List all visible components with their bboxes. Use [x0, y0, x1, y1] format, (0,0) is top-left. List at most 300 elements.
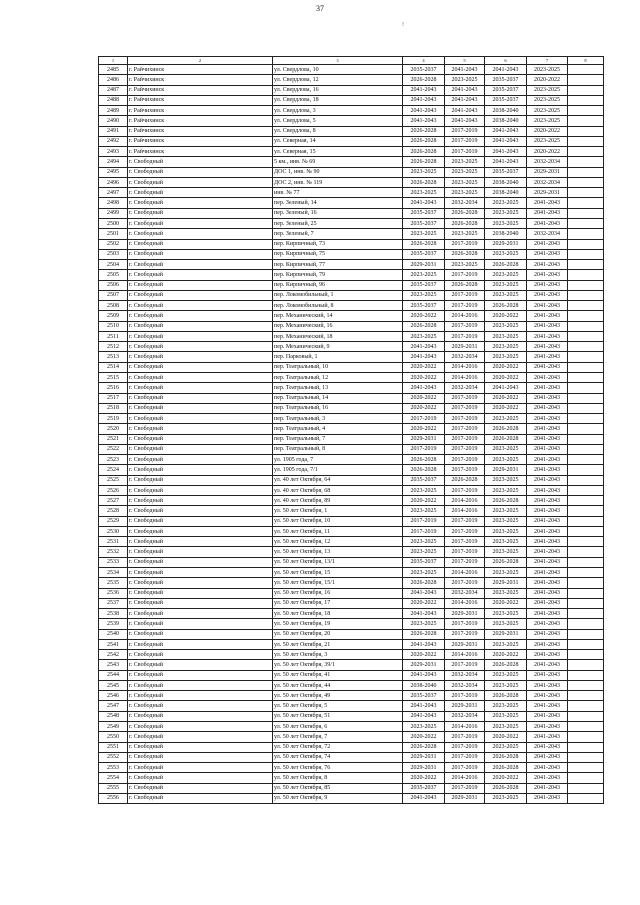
period-cell: 2029-2031 — [445, 639, 485, 649]
empty-cell — [568, 434, 604, 444]
period-cell: 2023-2025 — [445, 167, 485, 177]
period-cell: 2041-2043 — [527, 598, 568, 608]
period-cell: 2041-2043 — [527, 639, 568, 649]
empty-cell — [568, 116, 604, 126]
period-cell: 2023-2025 — [485, 290, 527, 300]
settlement-cell: г. Свободный — [128, 188, 273, 198]
address-cell: пер. Зеленый, 14 — [273, 198, 403, 208]
period-cell: 2020-2022 — [485, 403, 527, 413]
period-cell: 2023-2025 — [403, 547, 445, 557]
period-cell: 2017-2019 — [445, 147, 485, 157]
empty-cell — [568, 95, 604, 105]
empty-cell — [568, 383, 604, 393]
address-cell: ул. 1905 года, 7/1 — [273, 465, 403, 475]
period-cell: 2041-2043 — [527, 516, 568, 526]
address-cell: ул. 50 лет Октября, 10 — [273, 516, 403, 526]
period-cell: 2041-2043 — [527, 321, 568, 331]
period-cell: 2041-2043 — [527, 578, 568, 588]
period-cell: 2023-2025 — [485, 444, 527, 454]
table-row — [99, 75, 604, 85]
empty-cell — [568, 352, 604, 362]
table-row — [99, 752, 604, 762]
column-number-header: 1 — [99, 57, 128, 65]
settlement-cell: г. Свободный — [128, 434, 273, 444]
period-cell: 2020-2022 — [485, 732, 527, 742]
address-cell: ул. 50 лет Октября, 39/1 — [273, 660, 403, 670]
row-number: 2531 — [99, 537, 128, 547]
period-cell: 2023-2025 — [403, 229, 445, 239]
period-cell: 2023-2025 — [485, 547, 527, 557]
empty-cell — [568, 670, 604, 680]
period-cell: 2017-2019 — [445, 578, 485, 588]
row-number: 2511 — [99, 331, 128, 341]
period-cell: 2023-2025 — [527, 65, 568, 75]
row-number: 2551 — [99, 742, 128, 752]
settlement-cell: г. Свободный — [128, 444, 273, 454]
period-cell: 2017-2019 — [445, 783, 485, 793]
empty-cell — [568, 270, 604, 280]
period-cell: 2023-2025 — [445, 188, 485, 198]
row-number: 2545 — [99, 680, 128, 690]
period-cell: 2026-2028 — [485, 660, 527, 670]
period-cell: 2020-2022 — [527, 126, 568, 136]
period-cell: 2041-2043 — [403, 342, 445, 352]
period-cell: 2041-2043 — [527, 568, 568, 578]
row-number: 2497 — [99, 188, 128, 198]
address-cell: ул. 50 лет Октября, 1 — [273, 506, 403, 516]
table-row — [99, 568, 604, 578]
period-cell: 2017-2019 — [445, 270, 485, 280]
settlement-cell: г. Свободный — [128, 496, 273, 506]
empty-cell — [568, 598, 604, 608]
empty-cell — [568, 629, 604, 639]
empty-cell — [568, 414, 604, 424]
settlement-cell: г. Свободный — [128, 588, 273, 598]
empty-cell — [568, 331, 604, 341]
period-cell: 2023-2025 — [403, 270, 445, 280]
period-cell: 2041-2043 — [527, 485, 568, 495]
period-cell: 2041-2043 — [527, 424, 568, 434]
table-row — [99, 619, 604, 629]
row-number: 2536 — [99, 588, 128, 598]
period-cell: 2017-2019 — [445, 526, 485, 536]
row-number: 2542 — [99, 650, 128, 660]
table-row — [99, 393, 604, 403]
period-cell: 2020-2022 — [403, 393, 445, 403]
row-number: 2499 — [99, 208, 128, 218]
address-cell: ул. 50 лет Октября, 11 — [273, 526, 403, 536]
period-cell: 2029-2031 — [445, 793, 485, 803]
period-cell: 2023-2025 — [485, 639, 527, 649]
settlement-cell: г. Свободный — [128, 465, 273, 475]
row-number: 2553 — [99, 763, 128, 773]
period-cell: 2038-2040 — [485, 229, 527, 239]
period-cell: 2041-2043 — [527, 372, 568, 382]
table-row — [99, 301, 604, 311]
row-number: 2552 — [99, 752, 128, 762]
period-cell: 2023-2025 — [403, 331, 445, 341]
empty-cell — [568, 793, 604, 803]
period-cell: 2023-2025 — [403, 167, 445, 177]
settlement-cell: г. Свободный — [128, 475, 273, 485]
column-header-row — [99, 57, 604, 65]
empty-cell — [568, 229, 604, 239]
period-cell: 2035-2037 — [403, 218, 445, 228]
table-row — [99, 680, 604, 690]
settlement-cell: г. Райчихинск — [128, 65, 273, 75]
row-number: 2532 — [99, 547, 128, 557]
empty-cell — [568, 75, 604, 85]
address-cell: ул. 50 лет Октября, 21 — [273, 639, 403, 649]
address-cell: пер. Механический, 9 — [273, 342, 403, 352]
settlement-cell: г. Свободный — [128, 670, 273, 680]
row-number: 2546 — [99, 691, 128, 701]
period-cell: 2041-2043 — [527, 588, 568, 598]
period-cell: 2029-2031 — [445, 609, 485, 619]
period-cell: 2041-2043 — [527, 670, 568, 680]
row-number: 2538 — [99, 609, 128, 619]
period-cell: 2023-2025 — [445, 75, 485, 85]
period-cell: 2026-2028 — [403, 75, 445, 85]
row-number: 2528 — [99, 506, 128, 516]
row-number: 2527 — [99, 496, 128, 506]
address-cell: ул. 50 лет Октября, 13/1 — [273, 557, 403, 567]
table-row — [99, 660, 604, 670]
address-cell: ул. 50 лет Октября, 72 — [273, 742, 403, 752]
period-cell: 2041-2043 — [527, 311, 568, 321]
period-cell: 2041-2043 — [445, 85, 485, 95]
period-cell: 2023-2025 — [485, 722, 527, 732]
period-cell: 2023-2025 — [485, 711, 527, 721]
table-row — [99, 65, 604, 75]
settlement-cell: г. Свободный — [128, 280, 273, 290]
settlement-cell: г. Свободный — [128, 260, 273, 270]
table-row — [99, 198, 604, 208]
period-cell: 2041-2043 — [527, 352, 568, 362]
column-number-header: 2 — [128, 57, 273, 65]
row-number: 2550 — [99, 732, 128, 742]
page-number: 37 — [316, 4, 324, 13]
table-row — [99, 629, 604, 639]
row-number: 2516 — [99, 383, 128, 393]
settlement-cell: г. Свободный — [128, 270, 273, 280]
period-cell: 2032-2034 — [445, 588, 485, 598]
address-cell: ул. 1905 года, 7 — [273, 455, 403, 465]
period-cell: 2020-2022 — [403, 732, 445, 742]
table-row — [99, 372, 604, 382]
period-cell: 2023-2025 — [485, 475, 527, 485]
empty-cell — [568, 136, 604, 146]
period-cell: 2017-2019 — [445, 537, 485, 547]
address-cell: пер. Механический, 18 — [273, 331, 403, 341]
column-number-header: 5 — [445, 57, 485, 65]
table-row — [99, 85, 604, 95]
table-row — [99, 670, 604, 680]
table-row — [99, 167, 604, 177]
period-cell: 2026-2028 — [445, 218, 485, 228]
row-number: 2533 — [99, 557, 128, 567]
period-cell: 2041-2043 — [403, 588, 445, 598]
address-cell: ул. 50 лет Октября, 12 — [273, 537, 403, 547]
row-number: 2503 — [99, 249, 128, 259]
empty-cell — [568, 485, 604, 495]
settlement-cell: г. Свободный — [128, 331, 273, 341]
period-cell: 2026-2028 — [485, 557, 527, 567]
period-cell: 2020-2022 — [403, 496, 445, 506]
period-cell: 2041-2043 — [445, 95, 485, 105]
settlement-cell: г. Свободный — [128, 393, 273, 403]
empty-cell — [568, 711, 604, 721]
settlement-cell: г. Свободный — [128, 516, 273, 526]
empty-cell — [568, 280, 604, 290]
table-row — [99, 711, 604, 721]
empty-cell — [568, 506, 604, 516]
period-cell: 2041-2043 — [403, 352, 445, 362]
period-cell: 2029-2031 — [403, 752, 445, 762]
period-cell: 2017-2019 — [445, 619, 485, 629]
empty-cell — [568, 475, 604, 485]
empty-cell — [568, 752, 604, 762]
period-cell: 2023-2025 — [485, 280, 527, 290]
period-cell: 2017-2019 — [445, 321, 485, 331]
row-number: 2522 — [99, 444, 128, 454]
period-cell: 2041-2043 — [527, 403, 568, 413]
row-number: 2535 — [99, 578, 128, 588]
housing-register-table — [98, 56, 604, 804]
address-cell: ул. 40 лет Октября, 89 — [273, 496, 403, 506]
period-cell: 2020-2022 — [485, 372, 527, 382]
settlement-cell: г. Свободный — [128, 609, 273, 619]
period-cell: 2041-2043 — [527, 434, 568, 444]
settlement-cell: г. Свободный — [128, 311, 273, 321]
period-cell: 2041-2043 — [527, 629, 568, 639]
period-cell: 2041-2043 — [527, 208, 568, 218]
empty-cell — [568, 65, 604, 75]
table-row — [99, 557, 604, 567]
period-cell: 2026-2028 — [403, 239, 445, 249]
settlement-cell: г. Свободный — [128, 372, 273, 382]
address-cell: пер. Локомобильный, 8 — [273, 301, 403, 311]
settlement-cell: г. Свободный — [128, 424, 273, 434]
row-number: 2529 — [99, 516, 128, 526]
address-cell: ул. Северная, 14 — [273, 136, 403, 146]
period-cell: 2023-2025 — [485, 331, 527, 341]
settlement-cell: г. Свободный — [128, 218, 273, 228]
empty-cell — [568, 660, 604, 670]
period-cell: 2017-2019 — [445, 434, 485, 444]
table-row — [99, 537, 604, 547]
period-cell: 2041-2043 — [403, 383, 445, 393]
row-number: 2515 — [99, 372, 128, 382]
settlement-cell: г. Свободный — [128, 352, 273, 362]
settlement-cell: г. Свободный — [128, 568, 273, 578]
period-cell: 2041-2043 — [527, 198, 568, 208]
period-cell: 2041-2043 — [527, 680, 568, 690]
period-cell: 2032-2034 — [527, 157, 568, 167]
period-cell: 2041-2043 — [527, 218, 568, 228]
period-cell: 2026-2028 — [485, 763, 527, 773]
period-cell: 2026-2028 — [403, 321, 445, 331]
period-cell: 2041-2043 — [527, 331, 568, 341]
period-cell: 2023-2025 — [485, 249, 527, 259]
period-cell: 2023-2025 — [403, 537, 445, 547]
address-cell: ул. 50 лет Октября, 44 — [273, 680, 403, 690]
period-cell: 2041-2043 — [527, 270, 568, 280]
period-cell: 2023-2025 — [485, 270, 527, 280]
settlement-cell: г. Свободный — [128, 403, 273, 413]
settlement-cell: г. Свободный — [128, 619, 273, 629]
row-number: 2505 — [99, 270, 128, 280]
empty-cell — [568, 465, 604, 475]
period-cell: 2041-2043 — [527, 290, 568, 300]
address-cell: пер. Кирпичный, 96 — [273, 280, 403, 290]
row-number: 2506 — [99, 280, 128, 290]
column-number-header: 4 — [403, 57, 445, 65]
settlement-cell: г. Райчихинск — [128, 136, 273, 146]
address-cell: ул. 50 лет Октября, 41 — [273, 670, 403, 680]
period-cell: 2023-2025 — [485, 414, 527, 424]
settlement-cell: г. Свободный — [128, 362, 273, 372]
period-cell: 2038-2040 — [485, 106, 527, 116]
period-cell: 2017-2019 — [445, 485, 485, 495]
empty-cell — [568, 208, 604, 218]
row-number: 2518 — [99, 403, 128, 413]
table-row — [99, 270, 604, 280]
period-cell: 2041-2043 — [527, 249, 568, 259]
settlement-cell: г. Свободный — [128, 455, 273, 465]
period-cell: 2035-2037 — [403, 65, 445, 75]
period-cell: 2026-2028 — [445, 475, 485, 485]
address-cell: ул. 50 лет Октября, 19 — [273, 619, 403, 629]
period-cell: 2017-2019 — [445, 403, 485, 413]
row-number: 2539 — [99, 619, 128, 629]
address-cell: ул. 50 лет Октября, 85 — [273, 783, 403, 793]
row-number: 2504 — [99, 260, 128, 270]
period-cell: 2035-2037 — [403, 208, 445, 218]
settlement-cell: г. Райчихинск — [128, 85, 273, 95]
settlement-cell: г. Свободный — [128, 660, 273, 670]
settlement-cell: г. Свободный — [128, 537, 273, 547]
address-cell: ул. Свердлова, 18 — [273, 95, 403, 105]
address-cell: ул. 50 лет Октября, 6 — [273, 722, 403, 732]
period-cell: 2020-2022 — [403, 403, 445, 413]
period-cell: 2026-2028 — [403, 157, 445, 167]
address-cell: ул. 50 лет Октября, 13 — [273, 547, 403, 557]
settlement-cell: г. Свободный — [128, 198, 273, 208]
period-cell: 2041-2043 — [527, 414, 568, 424]
address-cell: пер. Театральный, 8 — [273, 444, 403, 454]
settlement-cell: г. Свободный — [128, 239, 273, 249]
address-cell: ул. Свердлова, 10 — [273, 65, 403, 75]
period-cell: 2026-2028 — [485, 783, 527, 793]
period-cell: 2017-2019 — [445, 414, 485, 424]
period-cell: 2029-2031 — [485, 239, 527, 249]
empty-cell — [568, 106, 604, 116]
table-row — [99, 793, 604, 803]
period-cell: 2023-2025 — [485, 218, 527, 228]
table-row — [99, 578, 604, 588]
period-cell: 2026-2028 — [403, 126, 445, 136]
row-number: 2509 — [99, 311, 128, 321]
table-row — [99, 598, 604, 608]
empty-cell — [568, 198, 604, 208]
period-cell: 2041-2043 — [527, 650, 568, 660]
table-row — [99, 609, 604, 619]
row-number: 2502 — [99, 239, 128, 249]
period-cell: 2041-2043 — [403, 609, 445, 619]
empty-cell — [568, 157, 604, 167]
address-cell: ул. Свердлова, 12 — [273, 75, 403, 85]
period-cell: 2041-2043 — [527, 732, 568, 742]
period-cell: 2041-2043 — [403, 116, 445, 126]
empty-cell — [568, 218, 604, 228]
settlement-cell: г. Райчихинск — [128, 106, 273, 116]
period-cell: 2041-2043 — [485, 157, 527, 167]
table-row — [99, 106, 604, 116]
period-cell: 2041-2043 — [527, 783, 568, 793]
address-cell: ул. 50 лет Октября, 9 — [273, 793, 403, 803]
empty-cell — [568, 537, 604, 547]
table-row — [99, 260, 604, 270]
address-cell: ул. 50 лет Октября, 76 — [273, 763, 403, 773]
empty-cell — [568, 526, 604, 536]
period-cell: 2020-2022 — [403, 311, 445, 321]
period-cell: 2020-2022 — [485, 650, 527, 660]
period-cell: 2020-2022 — [403, 773, 445, 783]
period-cell: 2041-2043 — [527, 752, 568, 762]
settlement-cell: г. Свободный — [128, 639, 273, 649]
table-row — [99, 496, 604, 506]
address-cell: ул. 50 лет Октября, 17 — [273, 598, 403, 608]
row-number: 2543 — [99, 660, 128, 670]
settlement-cell: г. Свободный — [128, 526, 273, 536]
period-cell: 2014-2016 — [445, 311, 485, 321]
address-cell: ул. 50 лет Октября, 74 — [273, 752, 403, 762]
period-cell: 2023-2025 — [445, 229, 485, 239]
settlement-cell: г. Свободный — [128, 711, 273, 721]
empty-cell — [568, 701, 604, 711]
period-cell: 2014-2016 — [445, 362, 485, 372]
row-number: 2513 — [99, 352, 128, 362]
empty-cell — [568, 126, 604, 136]
row-number: 2512 — [99, 342, 128, 352]
address-cell: ул. Свердлова, 8 — [273, 126, 403, 136]
row-number: 2523 — [99, 455, 128, 465]
period-cell: 2023-2025 — [485, 352, 527, 362]
period-cell: 2026-2028 — [485, 301, 527, 311]
table-row — [99, 639, 604, 649]
period-cell: 2035-2037 — [403, 280, 445, 290]
address-cell: пер. Зеленый, 7 — [273, 229, 403, 239]
settlement-cell: г. Райчихинск — [128, 95, 273, 105]
address-cell: пер. Театральный, 7 — [273, 434, 403, 444]
period-cell: 2017-2019 — [403, 526, 445, 536]
empty-cell — [568, 147, 604, 157]
row-number: 2501 — [99, 229, 128, 239]
period-cell: 2017-2019 — [445, 763, 485, 773]
address-cell: ДОС 2, инв. № 119 — [273, 177, 403, 187]
empty-cell — [568, 311, 604, 321]
row-number: 2554 — [99, 773, 128, 783]
table-row — [99, 342, 604, 352]
column-number-header: 8 — [568, 57, 604, 65]
period-cell: 2023-2025 — [403, 568, 445, 578]
row-number: 2517 — [99, 393, 128, 403]
table-row — [99, 516, 604, 526]
period-cell: 2041-2043 — [527, 465, 568, 475]
settlement-cell: г. Свободный — [128, 722, 273, 732]
period-cell: 2023-2025 — [445, 260, 485, 270]
